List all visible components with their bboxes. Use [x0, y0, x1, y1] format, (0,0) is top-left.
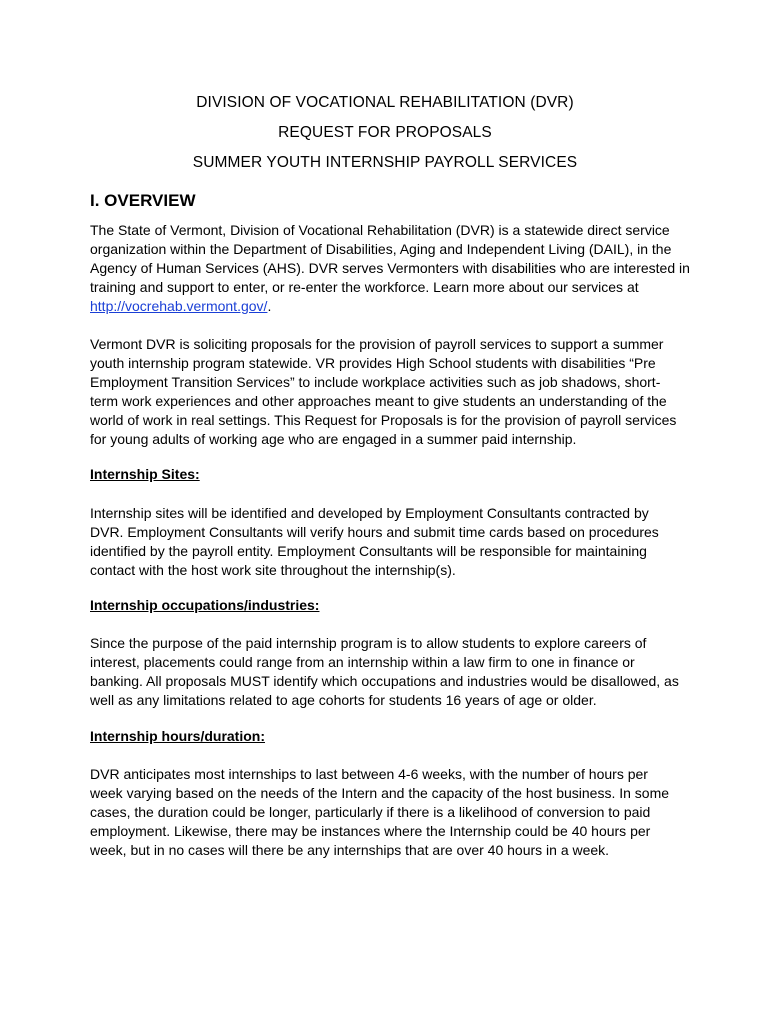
paragraph-line: for young adults of working age who are engaged in a summer paid internship.	[90, 431, 577, 447]
document-title-line-1: DIVISION OF VOCATIONAL REHABILITATION (DVR)	[196, 94, 574, 111]
paragraph-line: DVR. Employment Consultants will verify hours and submit time cards based on procedures	[90, 524, 659, 540]
paragraph-line: cases, the duration could be longer, particularly if there is a likelihood of conversion to paid	[90, 804, 651, 820]
internship-sites-heading: Internship Sites:	[90, 466, 200, 482]
overview-paragraph-2	[90, 335, 690, 449]
link-suffix: .	[267, 298, 272, 314]
internship-hours-heading: Internship hours/duration:	[90, 728, 265, 744]
paragraph-line: Since the purpose of the paid internship program is to allow students to explore careers of	[90, 635, 647, 651]
paragraph-line: The State of Vermont, Division of Vocational Rehabilitation (DVR) is a statewide direct service	[90, 222, 670, 238]
paragraph-line: Internship sites will be identified and developed by Employment Consultants contracted by	[90, 505, 649, 521]
internship-occupations-paragraph	[90, 634, 690, 710]
paragraph-line: banking. All proposals MUST identify which occupations and industries would be disallowed, as	[90, 673, 679, 689]
internship-hours-paragraph	[90, 765, 690, 860]
paragraph-line: week, but in no cases will there be any internships that are over 40 hours in a week.	[90, 842, 610, 858]
document-title-line-3: SUMMER YOUTH INTERNSHIP PAYROLL SERVICES	[192, 154, 578, 171]
paragraph-line: organization within the Department of Disabilities, Aging and Independent Living (DAIL), in the	[90, 241, 672, 257]
paragraph-line: youth internship program statewide. VR provides High School students with disabilities “Pre	[90, 355, 656, 371]
paragraph-line: Vermont DVR is soliciting proposals for the provision of payroll services to support a summer	[90, 336, 664, 352]
internship-sites-paragraph	[90, 504, 690, 580]
paragraph-line: world of work in real settings. This Request for Proposals is for the provision of payroll services	[90, 412, 677, 428]
internship-occupations-heading: Internship occupations/industries:	[90, 597, 320, 613]
paragraph-line: training and support to enter, or re-enter the workforce. Learn more about our services at	[90, 279, 639, 295]
paragraph-line-with-link	[90, 297, 690, 316]
paragraph-line: contact with the host work site throughout the internship(s).	[90, 562, 456, 578]
paragraph-line: employment. Likewise, there may be instances where the Internship could be 40 hours per	[90, 823, 651, 839]
paragraph-line: term work experiences and other approaches meant to give students an understanding of the	[90, 393, 667, 409]
document-title-line-2: REQUEST FOR PROPOSALS	[278, 124, 492, 141]
paragraph-line: Employment Transition Services” to include workplace activities such as job shadows, short-	[90, 374, 661, 390]
paragraph-line: interest, placements could range from an internship within a law firm to one in finance or	[90, 654, 635, 670]
paragraph-line: well as any limitations related to age cohorts for students 16 years of age or older.	[90, 692, 597, 708]
overview-paragraph-1	[90, 221, 690, 316]
paragraph-line: DVR anticipates most internships to last between 4-6 weeks, with the number of hours per	[90, 766, 648, 782]
paragraph-line: Agency of Human Services (AHS). DVR serves Vermonters with disabilities who are interested in	[90, 260, 690, 276]
paragraph-line: identified by the payroll entity. Employment Consultants will be responsible for maintaining	[90, 543, 647, 559]
overview-heading: I. OVERVIEW	[90, 191, 196, 210]
paragraph-line: week varying based on the needs of the Intern and the capacity of the host business. In some	[90, 785, 670, 801]
vocrehab-website-link[interactable]: http://vocrehab.vermont.gov/	[90, 298, 268, 314]
